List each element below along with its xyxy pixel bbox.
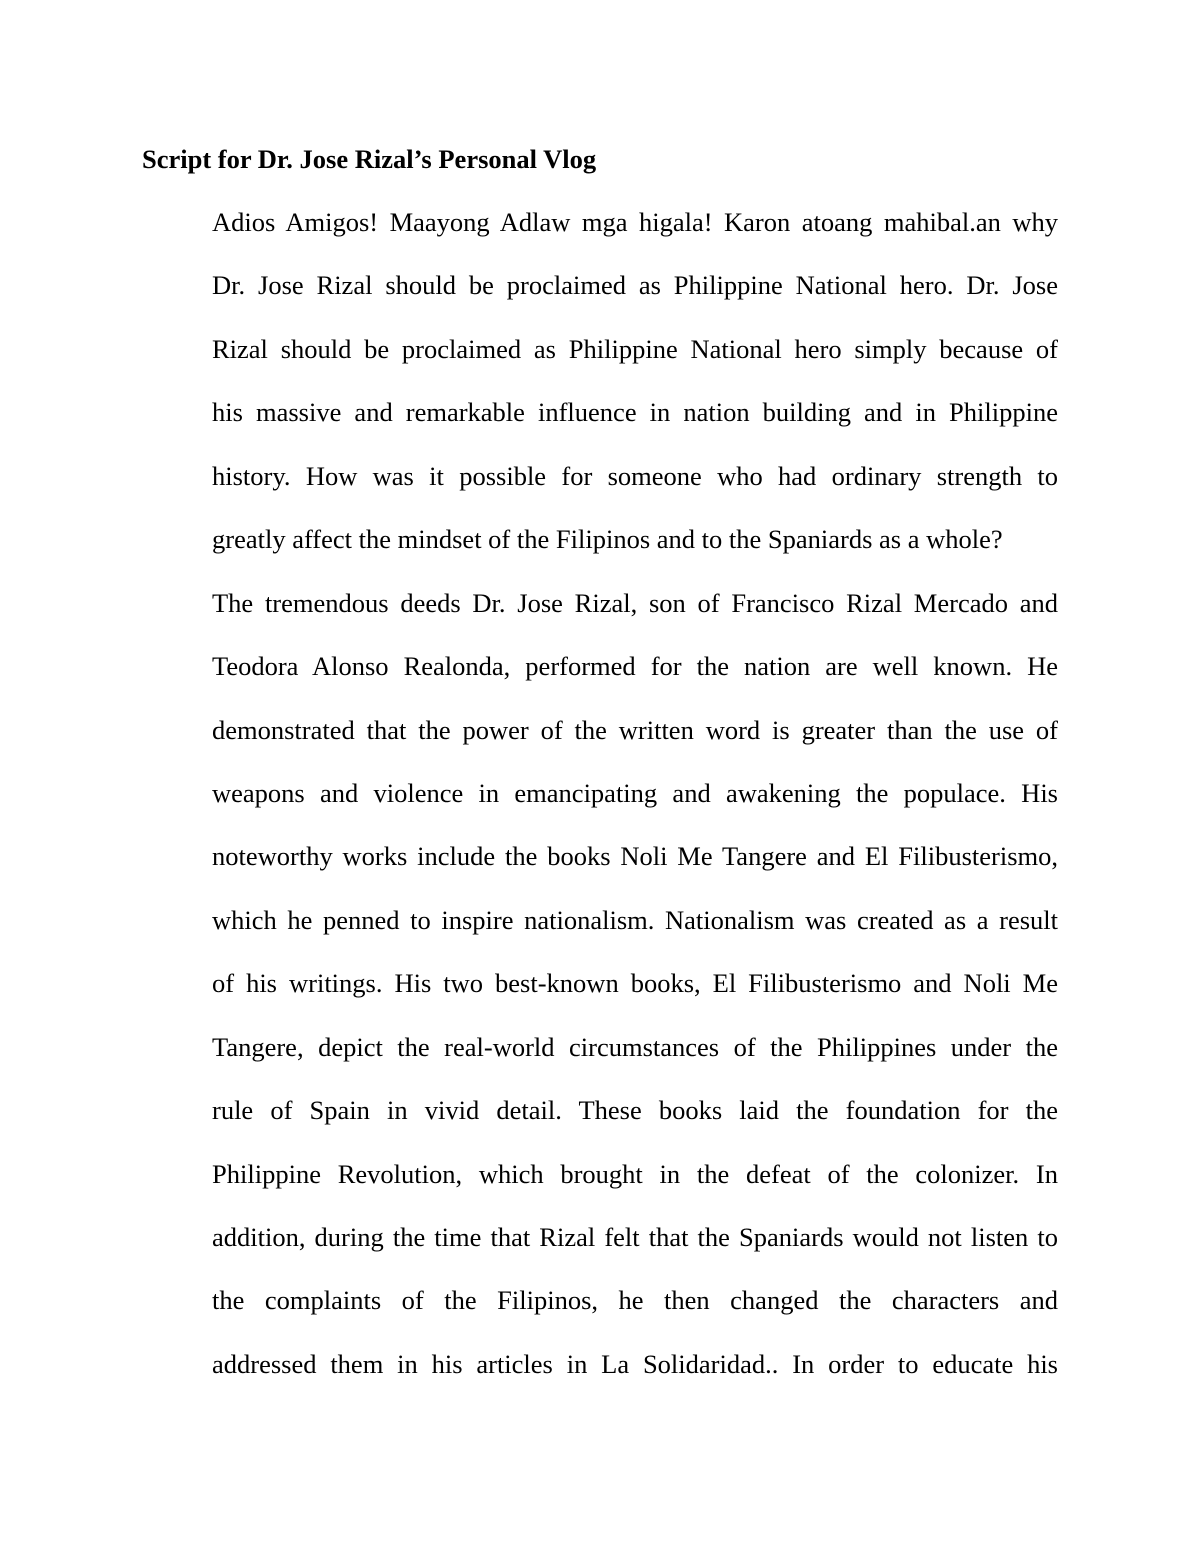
body-line: Tangere, depict the real-world circumstances of the Philippines under the bbox=[212, 1031, 1058, 1062]
body-line: Rizal should be proclaimed as Philippine National hero simply because of bbox=[212, 333, 1058, 364]
body-line: The tremendous deeds Dr. Jose Rizal, son of Francisco Rizal Mercado and bbox=[212, 587, 1058, 618]
body-line: addressed them in his articles in La Solidaridad.. In order to educate his bbox=[212, 1348, 1058, 1379]
body-line: Teodora Alonso Realonda, performed for the nation are well known. He bbox=[212, 651, 1058, 682]
body-line: demonstrated that the power of the written word is greater than the use of bbox=[212, 714, 1058, 745]
body-line: the complaints of the Filipinos, he then changed the characters and bbox=[212, 1285, 1058, 1316]
body-line: weapons and violence in emancipating and awakening the populace. His bbox=[212, 777, 1058, 808]
body-line: rule of Spain in vivid detail. These books laid the foundation for the bbox=[212, 1095, 1058, 1126]
body-line: addition, during the time that Rizal felt that the Spaniards would not listen to bbox=[212, 1222, 1058, 1252]
document-title: Script for Dr. Jose Rizal’s Personal Vlog bbox=[142, 144, 597, 174]
body-line: of his writings. His two best-known books, El Filibusterismo and Noli Me bbox=[212, 968, 1058, 999]
body-line: Philippine Revolution, which brought in the defeat of the colonizer. In bbox=[212, 1158, 1058, 1189]
document-body bbox=[212, 204, 1058, 1409]
body-line: noteworthy works include the books Noli Me Tangere and El Filibusterismo, bbox=[212, 841, 1058, 872]
body-line: Adios Amigos! Maayong Adlaw mga higala! Karon atoang mahibal.an why bbox=[212, 207, 1058, 237]
body-line: greatly affect the mindset of the Filipinos and to the Spaniards as a whole? bbox=[212, 524, 1003, 555]
body-line: history. How was it possible for someone who had ordinary strength to bbox=[212, 460, 1058, 491]
body-line: his massive and remarkable influence in nation building and in Philippine bbox=[212, 397, 1058, 428]
body-line: Dr. Jose Rizal should be proclaimed as Philippine National hero. Dr. Jose bbox=[212, 270, 1058, 301]
body-line: which he penned to inspire nationalism. Nationalism was created as a result bbox=[212, 904, 1058, 935]
